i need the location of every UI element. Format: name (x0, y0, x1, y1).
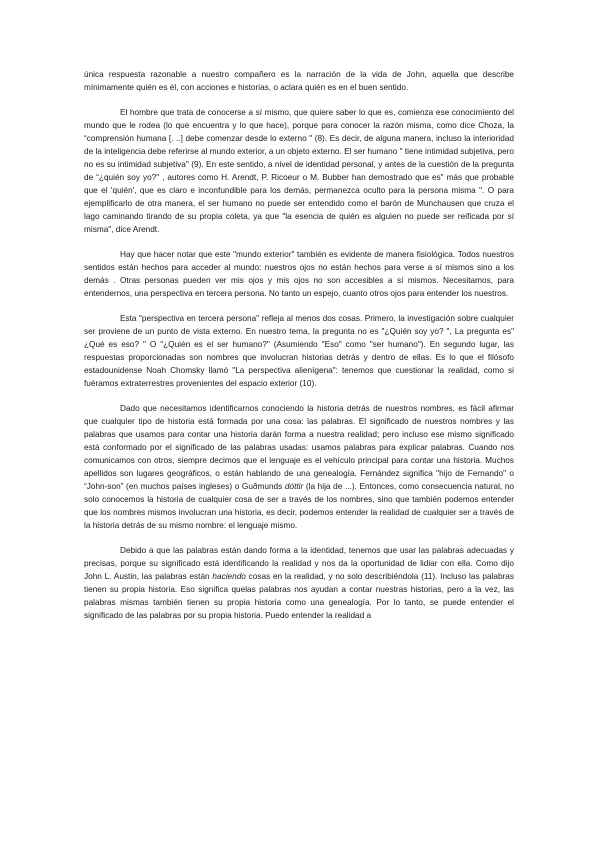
paragraph-tercera-persona (84, 312, 514, 390)
paragraph-italic-text: dóttir (284, 482, 304, 491)
paragraph-text: única respuesta razonable a nuestro compañero es la narración de la vida de John, aquella que describe mínimamente quién es él, con acciones e historias, o aclara quién es en el buen sentido. (84, 70, 514, 92)
paragraph-text: Esta "perspectiva en tercera persona" refleja al menos dos cosas. Primero, la investigación sobre cualquier ser proviene de un punto de vista externo. En nuestro tema, la pregunta no es "¿Quién soy yo? ", La pregunta es" ¿Qué es eso? " O "¿Quién es el ser humano?" (Asumiendo "Eso" como "ser humano"). En segundo lugar, las respuestas proporcionadas son nombres que involucran historias detrás y dentro de ellas. Es lo que el filósofo estadounidense Noah Chomsky llamó "La perspectiva alienígena": tenemos que cuestionar la realidad, como si fuéramos extraterrestres provenientes del espacio exterior (10). (84, 314, 514, 388)
paragraph-choza (84, 106, 514, 236)
paragraph-palabras (84, 544, 514, 622)
paragraph-italic-text: haciendo (212, 572, 246, 581)
paragraph-text: cosas en la realidad, y no solo describiéndola (11). Incluso las palabras tienen su propia historia. Eso significa quelas palabras nos ayudan a contar nuestras historias, pero a la vez, las palabras mismas también tienen su propia historia como una genealogía. Por lo tanto, se puede entender el significado de las palabras por su propia historia. Puedo entender la realidad a (84, 572, 514, 620)
paragraph-text: (la hija de ...). Entonces, como consecuencia natural, no solo conocemos la historia de cualquier cosa de ser a través de los nombres, sino que también podemos entender que los nombres mismos involucran una historia, es decir, podemos entender la realidad de cualquier ser a través de la historia detrás de su mismo nombre: el lenguaje mismo. (84, 482, 514, 530)
document-page (84, 68, 514, 634)
paragraph-text: Debido a que las palabras están dando forma a la identidad, tenemos que usar las palabras adecuadas y precisas, porque su significado está identificando la realidad y nos da la oportunidad de lidiar con ella. Como dijo John L. Austin, las palabras están (84, 546, 514, 581)
paragraph-nombres (84, 402, 514, 532)
paragraph-text: Hay que hacer notar que este "mundo exterior" también es evidente de manera fisiológica. Todos nuestros sentidos están hechos para acceder al mundo: nuestros ojos no están hechos para verse a sí mismos sino a los demás . Otras personas pueden ver mis ojos y mis ojos no son accesibles a sí mismos. Necesitamos, para entendernos, una perspectiva en tercera persona. No tanto un espejo, cuanto otros ojos para entender los nuestros. (84, 250, 514, 298)
paragraph-mundo-exterior (84, 248, 514, 300)
paragraph-continuation (84, 68, 514, 94)
paragraph-text: El hombre que trata de conocerse a sí mismo, que quiere saber lo que es, comienza ese conocimiento del mundo que le rodea (lo que encuentra y lo que hace), porque para conocer la razón misma, como dice Choza, la “comprensión humana [. ..] debe comenzar desde lo externo " (8). Es decir, de alguna manera, incluso la interioridad de la inteligencia debe referirse al mundo exterior, a un objeto externo. El ser humano " tiene intimidad subjetiva, pero no es su intimidad subjetiva" (9). En este sentido, a nivel de identidad personal, y antes de la cuestión de la pregunta de “¿quién soy yo?" , autores como H. Arendt, P. Ricoeur o M. Bubber han demostrado que es" más que probable que el 'quién', que es claro e inconfundible para los demás, permanezca oculto para la persona misma ". O para ejemplificarlo de otra manera, el ser humano no puede ser entendido como el barón de Munchausen que cruza el lago caminando tirando de su propia coleta, ya que "la esencia de quién es alguien no puede ser reificada por sí misma", dice Arendt. (84, 108, 514, 234)
paragraph-text: Dado que necesitamos identificarnos conociendo la historia detrás de nuestros nombres, es fácil afirmar que cualquier tipo de historia está formada por una cosa: las palabras. El significado de nuestros nombres y las palabras que usamos para contar una historia darán forma a nuestra realidad; pero incluso ese mismo significado está conformado por el significado de las palabras usadas: usamos palabras para explicar palabras. Cuando nos comunicamos con otros, siempre decimos que el lenguaje es el vehículo principal para contar una historia. Muchos apellidos son lugares geográficos, o están hablando de una genealogía. Fernández significa "hijo de Fernando" o “John-son” (en muchos países ingleses) o Guðmunds (84, 404, 514, 491)
